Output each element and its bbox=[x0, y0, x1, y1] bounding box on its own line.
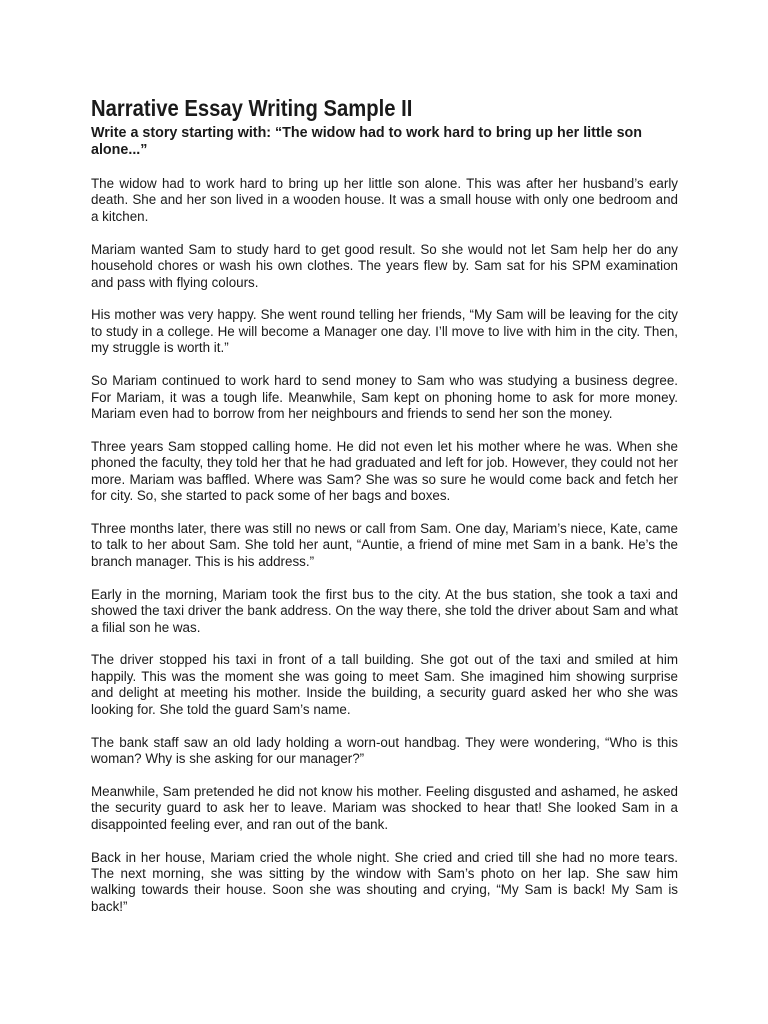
paragraph-10: Meanwhile, Sam pretended he did not know his mother. Feeling disgusted and ashamed, he asked the security guard to ask her to leave. Mariam was shocked to hear that! She looked Sam in a disappointed feeling ever, and ran out of the bank. bbox=[91, 783, 678, 832]
document-page bbox=[91, 96, 678, 932]
paragraph-5: Three years Sam stopped calling home. He did not even let his mother where he was. When she phoned the faculty, they told her that he had graduated and left for job. However, they could not her more. Mariam was baffled. Where was Sam? She was so sure he would come back and fetch her for city. So, she started to pack some of her bags and boxes. bbox=[91, 438, 678, 504]
paragraph-3: His mother was very happy. She went round telling her friends, “My Sam will be leaving for the city to study in a college. He will become a Manager one day. I’ll move to live with him in the city. Then, my struggle is worth it.” bbox=[91, 307, 678, 356]
paragraph-4: So Mariam continued to work hard to send money to Sam who was studying a business degree. For Mariam, it was a tough life. Meanwhile, Sam kept on phoning home to ask for more money. Mariam even had to borrow from her neighbours and friends to send her son the money. bbox=[91, 373, 678, 421]
paragraph-6: Three months later, there was still no news or call from Sam. One day, Mariam’s niece, Kate, came to talk to her about Sam. She told her aunt, “Auntie, a friend of mine met Sam in a bank. He’s the branch manager. This is his address.” bbox=[91, 521, 678, 569]
essay-prompt: Write a story starting with: “The widow had to work hard to bring up her little son alone...” bbox=[91, 125, 642, 158]
paragraph-1: The widow had to work hard to bring up her little son alone. This was after her husband’s early death. She and her son lived in a wooden house. It was a small house with only one bedroom and a kitchen. bbox=[91, 176, 678, 224]
paragraph-7: Early in the morning, Mariam took the first bus to the city. At the bus station, she took a taxi and showed the taxi driver the bank address. On the way there, she told the driver about Sam and what a filial son he was. bbox=[91, 586, 678, 635]
paragraph-9: The bank staff saw an old lady holding a worn-out handbag. They were wondering, “Who is this woman? Why is she asking for our manager?” bbox=[91, 734, 678, 766]
document-title: Narrative Essay Writing Sample II bbox=[91, 95, 413, 121]
paragraph-8: The driver stopped his taxi in front of a tall building. She got out of the taxi and smiled at him happily. This was the moment she was going to meet Sam. She imagined him showing surprise and delight at meeting his mother. Inside the building, a security guard asked her who she was looking for. She told the guard Sam’s name. bbox=[91, 652, 678, 717]
paragraph-2: Mariam wanted Sam to study hard to get good result. So she would not let Sam help her do any household chores or wash his own clothes. The years flew by. Sam sat for his SPM examination and pass with flying colours. bbox=[91, 241, 678, 290]
paragraph-11: Back in her house, Mariam cried the whole night. She cried and cried till she had no more tears. The next morning, she was sitting by the window with Sam’s photo on her lap. She saw him walking towards their house. Soon she was shouting and crying, “My Sam is back! My Sam is back!” bbox=[91, 849, 678, 914]
